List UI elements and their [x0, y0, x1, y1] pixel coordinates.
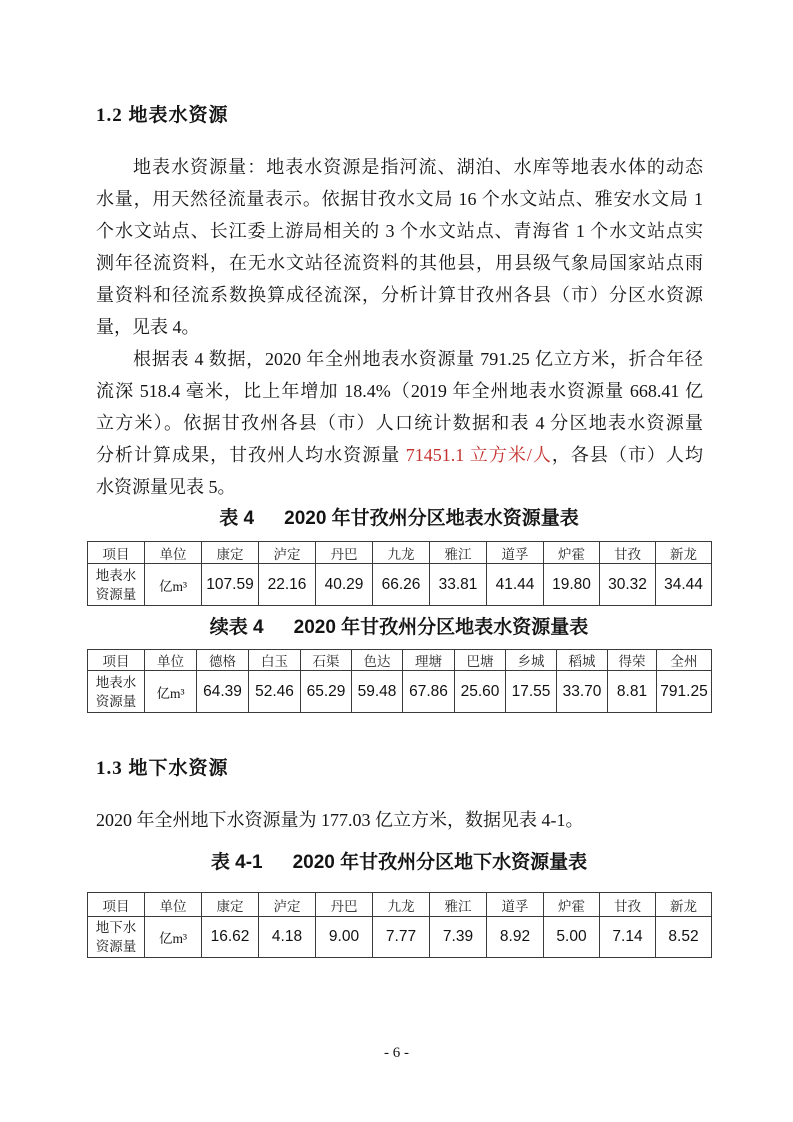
row-label-line: 地下水 — [95, 920, 137, 935]
section-heading-1-2: 1.2 地表水资源 — [96, 105, 229, 126]
table-header-cell: 白玉 — [249, 650, 301, 671]
value-cell: 8.92 — [487, 917, 544, 958]
table-title-4-continued — [87, 616, 711, 640]
row-label-cell — [88, 671, 145, 713]
row-label-line: 资源量 — [95, 939, 137, 954]
value-cell: 59.48 — [352, 671, 403, 713]
table-header-cell: 甘孜 — [600, 542, 656, 564]
value-cell: 25.60 — [455, 671, 506, 713]
table-header-cell: 新龙 — [656, 893, 712, 917]
table-header-cell: 泸定 — [259, 893, 316, 917]
table-header-cell: 九龙 — [373, 542, 430, 564]
table-header-cell: 全州 — [657, 650, 712, 671]
value-cell: 33.81 — [430, 564, 487, 606]
value-cell: 7.14 — [600, 917, 656, 958]
paragraph-line: 个水文站点、长江委上游局相关的 3 个水文站点、青海省 1 个水文站点实 — [96, 221, 703, 241]
value-cell: 4.18 — [259, 917, 316, 958]
data-table — [87, 541, 712, 606]
value-cell: 9.00 — [316, 917, 373, 958]
value-cell: 8.52 — [656, 917, 712, 958]
value-cell: 65.29 — [301, 671, 352, 713]
per-capita-water-highlight: 71451.1 立方米/人 — [405, 445, 552, 465]
table-title-4 — [87, 507, 711, 531]
table-header-cell: 稻城 — [557, 650, 608, 671]
table-header-cell: 甘孜 — [600, 893, 656, 917]
value-cell: 66.26 — [373, 564, 430, 606]
table-header-cell: 泸定 — [259, 542, 316, 564]
paragraph-line: 量资料和径流系数换算成径流深，分析计算甘孜州各县（市）分区水资源 — [96, 285, 703, 305]
section-heading-1-3: 1.3 地下水资源 — [96, 758, 229, 779]
table-header-cell: 单位 — [145, 893, 202, 917]
row-label-line: 地表水 — [95, 567, 137, 583]
value-cell: 22.16 — [259, 564, 316, 606]
table-header-cell: 丹巴 — [316, 542, 373, 564]
paragraph-line: 根据表 4 数据，2020 年全州地表水资源量 791.25 亿立方米，折合年径 — [133, 349, 703, 369]
value-cell: 67.86 — [403, 671, 455, 713]
table-header-cell: 道孚 — [487, 542, 544, 564]
value-cell: 34.44 — [656, 564, 712, 606]
table-row — [88, 564, 712, 606]
unit-cell: 亿m³ — [145, 671, 197, 713]
table-header-row — [88, 542, 712, 564]
table-header-cell: 雅江 — [430, 542, 487, 564]
paragraph-line: 水量，用天然径流量表示。依据甘孜水文局 16 个水文站点、雅安水文局 1 — [96, 189, 703, 209]
value-cell: 16.62 — [202, 917, 259, 958]
table-header-cell: 丹巴 — [316, 893, 373, 917]
table-label: 表 4 — [219, 508, 255, 529]
text-segment: ，各县（市）人均 — [551, 445, 704, 465]
value-cell: 64.39 — [197, 671, 249, 713]
table-header-cell: 理塘 — [403, 650, 455, 671]
paragraph-line: 流深 518.4 毫米，比上年增加 18.4%（2019 年全州地表水资源量 668.41 亿 — [96, 381, 703, 401]
row-label-cell — [88, 917, 145, 958]
text-segment: 分析计算成果，甘孜州人均水资源量 — [96, 445, 406, 465]
table-header-cell: 九龙 — [373, 893, 430, 917]
table-label: 续表 4 — [209, 617, 264, 638]
table-header-cell: 德格 — [197, 650, 249, 671]
row-label-line: 资源量 — [95, 693, 137, 709]
value-cell: 8.81 — [608, 671, 657, 713]
table-surface-water-4-continued — [87, 649, 711, 713]
table-label: 表 4-1 — [210, 852, 263, 873]
paragraph-line: 量，见表 4。 — [96, 317, 200, 337]
paragraph-line: 地表水资源量：地表水资源是指河流、湖泊、水库等地表水体的动态 — [133, 157, 703, 177]
value-cell: 41.44 — [487, 564, 544, 606]
value-cell: 791.25 — [657, 671, 712, 713]
table-title-4-1 — [87, 851, 711, 875]
table-title-text: 2020 年甘孜州分区地表水资源量表 — [284, 508, 579, 529]
table-header-cell: 石渠 — [301, 650, 352, 671]
table-title-text: 2020 年甘孜州分区地下水资源量表 — [292, 852, 588, 873]
data-table — [87, 892, 712, 958]
value-cell: 30.32 — [600, 564, 656, 606]
table-header-cell: 炉霍 — [544, 542, 600, 564]
table-header-cell: 色达 — [352, 650, 403, 671]
table-header-cell: 项目 — [88, 650, 145, 671]
page-number: - 6 - — [384, 1045, 409, 1061]
table-header-cell: 康定 — [202, 542, 259, 564]
value-cell: 7.39 — [430, 917, 487, 958]
table-groundwater-4-1 — [87, 892, 711, 958]
table-header-cell: 乡城 — [506, 650, 557, 671]
table-header-cell: 巴塘 — [455, 650, 506, 671]
table-header-cell: 炉霍 — [544, 893, 600, 917]
value-cell: 5.00 — [544, 917, 600, 958]
value-cell: 19.80 — [544, 564, 600, 606]
paragraph-groundwater-summary: 2020 年全州地下水资源量为 177.03 亿立方米，数据见表 4-1。 — [96, 810, 584, 830]
table-header-row — [88, 893, 712, 917]
value-cell: 33.70 — [557, 671, 608, 713]
unit-cell: 亿m³ — [145, 917, 202, 958]
paragraph-line: 水资源量见表 5。 — [96, 477, 236, 497]
table-header-cell: 得荣 — [608, 650, 657, 671]
table-header-cell: 新龙 — [656, 542, 712, 564]
table-row — [88, 671, 712, 713]
table-header-cell: 康定 — [202, 893, 259, 917]
paragraph-line: 立方米）。依据甘孜州各县（市）人口统计数据和表 4 分区地表水资源量 — [96, 413, 703, 433]
paragraph-surface-water-summary — [96, 343, 703, 503]
row-label-line: 资源量 — [95, 586, 137, 602]
table-header-cell: 项目 — [88, 542, 145, 564]
unit-cell: 亿m³ — [145, 564, 202, 606]
value-cell: 40.29 — [316, 564, 373, 606]
value-cell: 7.77 — [373, 917, 430, 958]
table-header-row — [88, 650, 712, 671]
value-cell: 107.59 — [202, 564, 259, 606]
table-row — [88, 917, 712, 958]
table-surface-water-4 — [87, 541, 711, 606]
value-cell: 52.46 — [249, 671, 301, 713]
row-label-cell — [88, 564, 145, 606]
table-header-cell: 雅江 — [430, 893, 487, 917]
value-cell: 17.55 — [506, 671, 557, 713]
table-header-cell: 单位 — [145, 542, 202, 564]
table-header-cell: 项目 — [88, 893, 145, 917]
table-header-cell: 道孚 — [487, 893, 544, 917]
paragraph-surface-water-definition — [96, 151, 703, 343]
data-table — [87, 649, 712, 713]
table-header-cell: 单位 — [145, 650, 197, 671]
table-title-text: 2020 年甘孜州分区地表水资源量表 — [293, 617, 589, 638]
paragraph-line: 测年径流资料，在无水文站径流资料的其他县，用县级气象局国家站点雨 — [96, 253, 703, 273]
paragraph-line — [96, 439, 703, 471]
row-label-line: 地表水 — [95, 674, 137, 690]
